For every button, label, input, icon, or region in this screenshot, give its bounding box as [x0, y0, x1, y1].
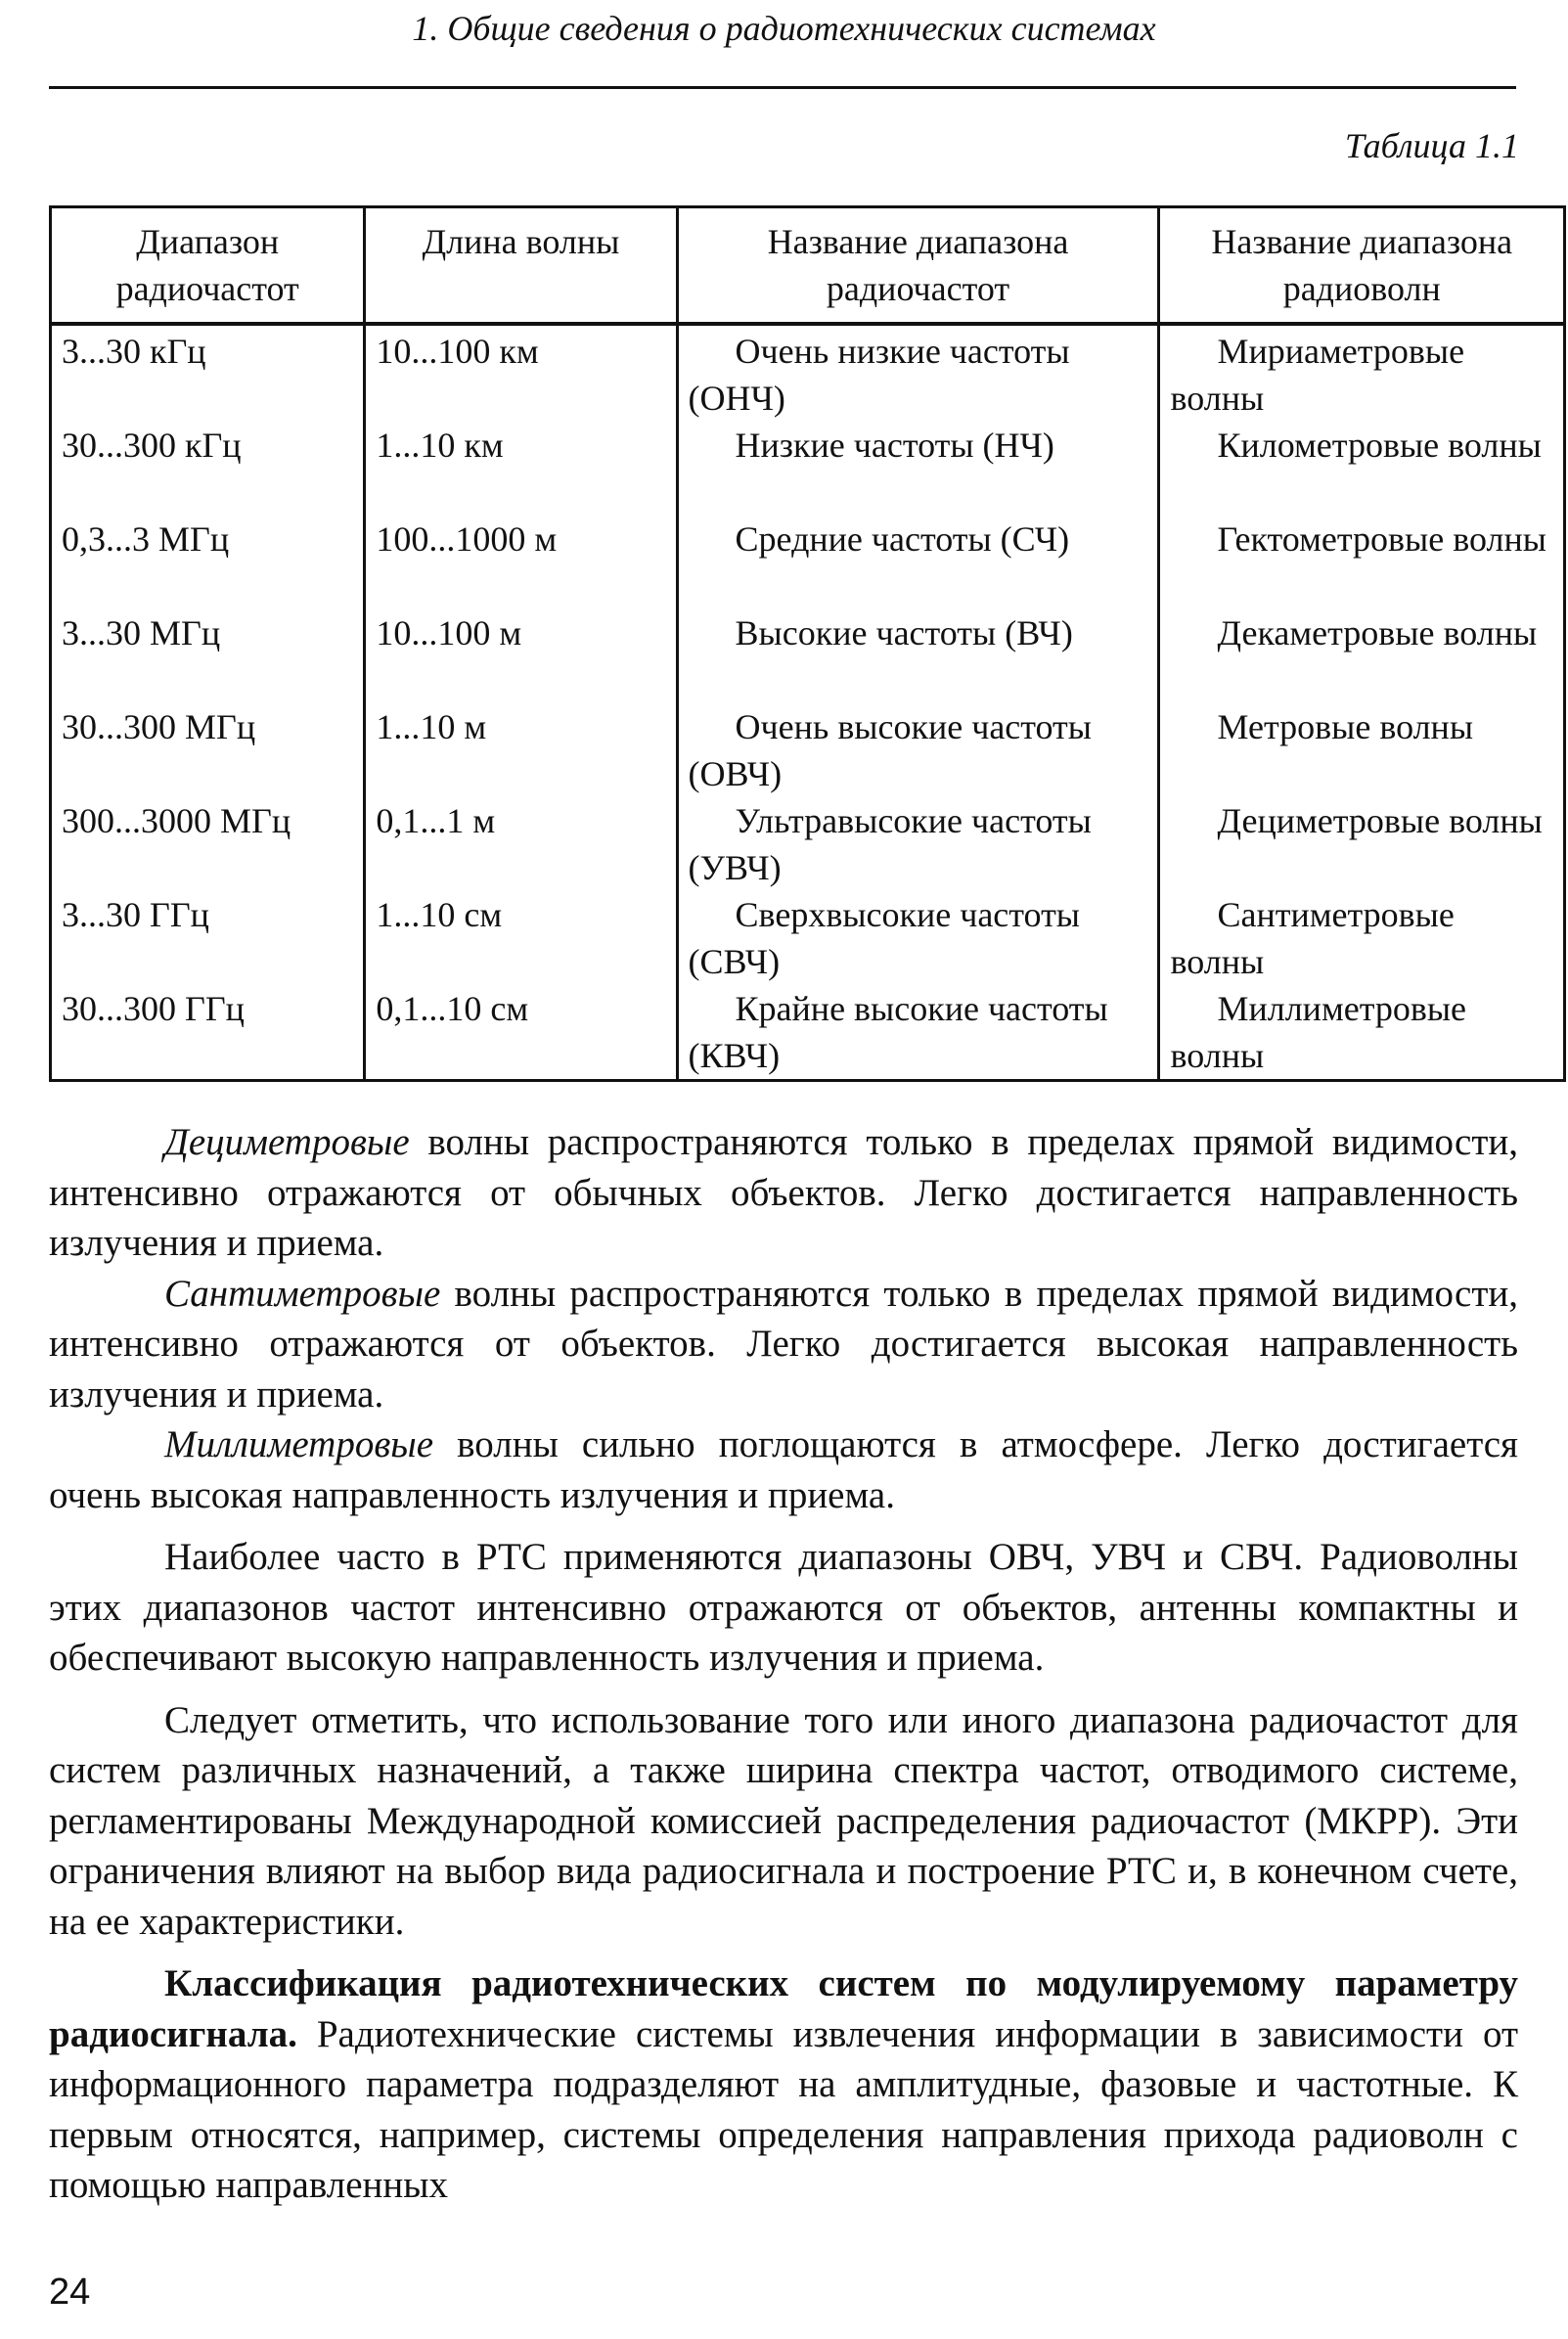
- cell-wavelength: 100...1000 м: [365, 516, 677, 609]
- cell-frequency-range: 30...300 кГц: [51, 422, 365, 516]
- cell-wavelength: 1...10 м: [365, 703, 677, 797]
- cell-wave-band-name: Мириаметровые волны: [1159, 324, 1565, 422]
- paragraph-text: Наиболее часто в РТС применяются диапазоны ОВЧ, УВЧ и СВЧ. Радиоволны этих диапазонов частот интенсивно отражаются от объектов, антенны компактны и обеспечивают высокую направленность излучения и приема.: [49, 1536, 1518, 1679]
- table-row: [51, 797, 1565, 891]
- table-row: [51, 324, 1565, 422]
- header-wave-band-name: Название диапазона радиоволн: [1159, 207, 1565, 325]
- cell-frequency-range: 0,3...3 МГц: [51, 516, 365, 609]
- paragraph-regulation: [49, 1695, 1518, 1948]
- paragraph-text: Радиотехнические системы извлечения информации в зависимости от информационного параметра подразделяют на амплитудные, фазовые и частотные. К первым относятся, например, системы определения направления прихода радиоволн с помощью направленных: [49, 2012, 1518, 2206]
- body-text: [49, 1117, 1518, 2211]
- frequency-ranges-table: [49, 205, 1566, 1082]
- cell-wave-band-name: Метровые волны: [1159, 703, 1565, 797]
- term-decimeter: Дециметровые: [164, 1121, 410, 1163]
- paragraph-text: Следует отметить, что использование того или иного диапазона радиочастот для систем различных назначений, а также ширина спектра частот, отводимого системе, регламентированы Международной комиссией распределения радиочастот (МКРР). Эти ограничения влияют на выбор вида радиосигнала и построение РТС и, в конечном счете, на ее характеристики.: [49, 1698, 1518, 1943]
- paragraph-decimeter-waves: [49, 1117, 1518, 1269]
- header-frequency-range: Диапазон радиочастот: [51, 207, 365, 325]
- cell-wavelength: 10...100 м: [365, 609, 677, 703]
- table-row: [51, 985, 1565, 1081]
- cell-frequency-band-name: Ультравысокие частоты (УВЧ): [677, 797, 1159, 891]
- cell-frequency-band-name: Низкие частоты (НЧ): [677, 422, 1159, 516]
- cell-frequency-range: 3...30 ГГц: [51, 891, 365, 985]
- paragraph-centimeter-waves: [49, 1269, 1518, 1420]
- paragraph-text: волны распространяются только в пределах прямой видимости, интенсивно отражаются от обычных объектов. Легко достигается направленность излучения и приема.: [49, 1121, 1518, 1264]
- cell-wavelength: 1...10 см: [365, 891, 677, 985]
- header-frequency-band-name: Название диапазона радиочастот: [677, 207, 1159, 325]
- cell-frequency-band-name: Высокие частоты (ВЧ): [677, 609, 1159, 703]
- cell-frequency-band-name: Очень высокие частоты (ОВЧ): [677, 703, 1159, 797]
- cell-wave-band-name: Декаметровые волны: [1159, 609, 1565, 703]
- cell-frequency-range: 30...300 ГГц: [51, 985, 365, 1081]
- table-header-row: [51, 207, 1565, 325]
- cell-wave-band-name: Дециметровые волны: [1159, 797, 1565, 891]
- cell-wavelength: 0,1...10 см: [365, 985, 677, 1081]
- header-wavelength: Длина волны: [365, 207, 677, 325]
- cell-frequency-band-name: Сверхвысокие частоты (СВЧ): [677, 891, 1159, 985]
- table-caption: Таблица 1.1: [1344, 126, 1519, 165]
- header-rule: [49, 86, 1516, 89]
- section-heading-classification: Классификация радиотехнических систем по модулируемому параметру радиосигнала.: [49, 1962, 1518, 2055]
- page-number: 24: [49, 2272, 91, 2313]
- paragraph-millimeter-waves: [49, 1419, 1518, 1520]
- paragraph-text: волны сильно поглощаются в атмосфере. Легко достигается очень высокая направленность излучения и приема.: [49, 1423, 1518, 1516]
- table-row: [51, 609, 1565, 703]
- cell-frequency-band-name: Крайне высокие частоты (КВЧ): [677, 985, 1159, 1081]
- cell-wavelength: 10...100 км: [365, 324, 677, 422]
- term-centimeter: Сантиметровые: [164, 1272, 441, 1315]
- running-header: 1. Общие сведения о радиотехнических системах: [412, 9, 1156, 48]
- cell-frequency-range: 3...30 МГц: [51, 609, 365, 703]
- table-row: [51, 891, 1565, 985]
- cell-frequency-range: 30...300 МГц: [51, 703, 365, 797]
- cell-frequency-band-name: Очень низкие частоты (ОНЧ): [677, 324, 1159, 422]
- paragraph-classification: [49, 1958, 1518, 2211]
- table-row: [51, 516, 1565, 609]
- cell-wave-band-name: Сантиметровые волны: [1159, 891, 1565, 985]
- cell-frequency-range: 300...3000 МГц: [51, 797, 365, 891]
- cell-wavelength: 1...10 км: [365, 422, 677, 516]
- term-millimeter: Миллиметровые: [164, 1423, 433, 1465]
- table-row: [51, 703, 1565, 797]
- paragraph-rts-bands: [49, 1532, 1518, 1684]
- cell-wavelength: 0,1...1 м: [365, 797, 677, 891]
- cell-frequency-band-name: Средние частоты (СЧ): [677, 516, 1159, 609]
- cell-wave-band-name: Километровые волны: [1159, 422, 1565, 516]
- cell-wave-band-name: Миллиметровые волны: [1159, 985, 1565, 1081]
- paragraph-text: волны распространяются только в пределах прямой видимости, интенсивно отражаются от объектов. Легко достигается высокая направленность излучения и приема.: [49, 1272, 1518, 1416]
- table-row: [51, 422, 1565, 516]
- cell-wave-band-name: Гектометровые волны: [1159, 516, 1565, 609]
- cell-frequency-range: 3...30 кГц: [51, 324, 365, 422]
